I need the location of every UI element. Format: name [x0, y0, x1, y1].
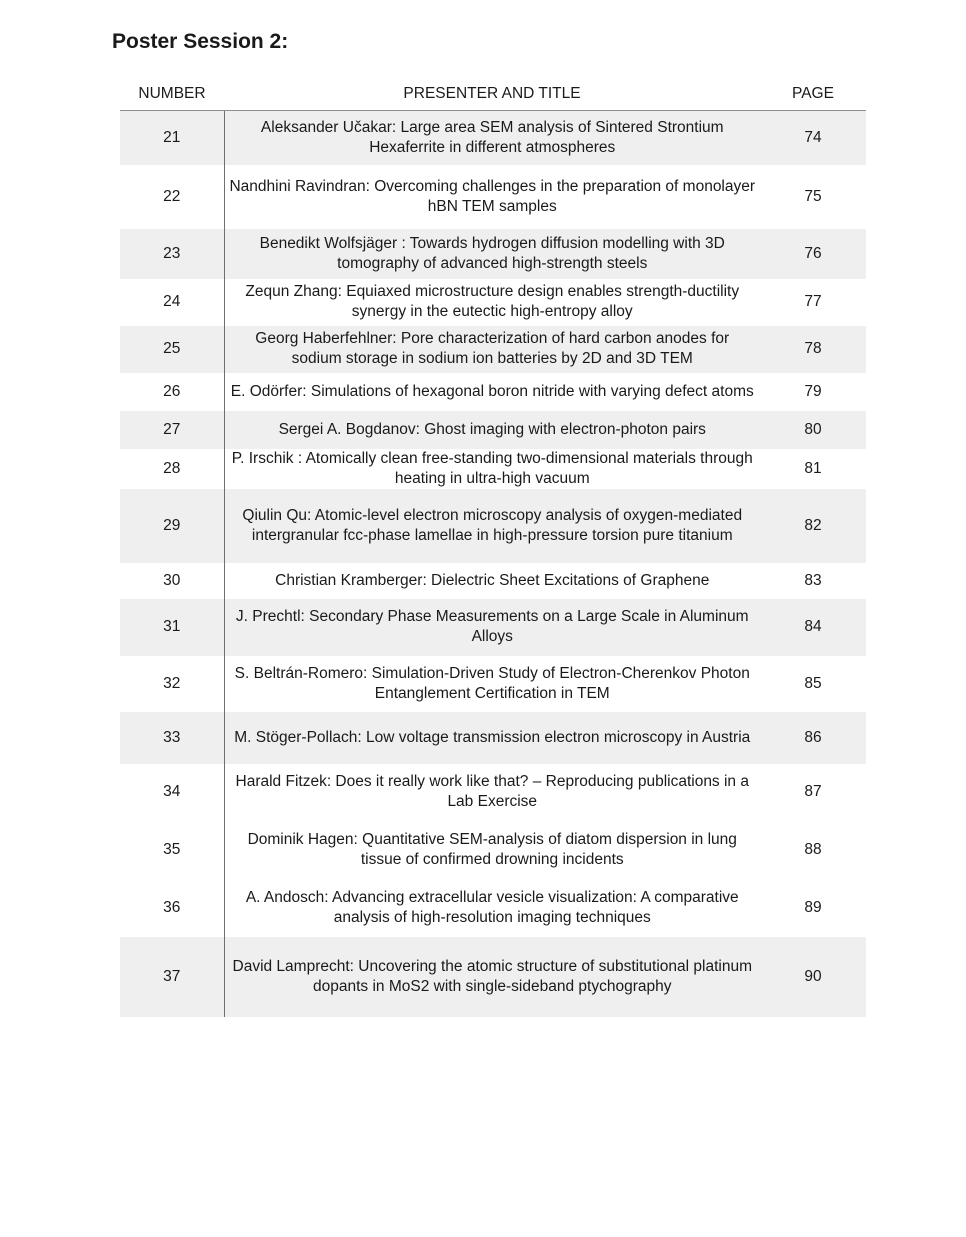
table-row: [120, 656, 866, 712]
row-page: 85: [804, 674, 822, 692]
table-row: [120, 712, 866, 764]
table-row: [120, 599, 866, 656]
table-row: [120, 880, 866, 937]
row-page: 76: [760, 229, 866, 279]
row-page: 74: [760, 111, 866, 165]
row-page: 89: [804, 899, 822, 916]
row-page: 81: [804, 459, 822, 477]
row-presenter-title: Aleksander Učakar: Large area SEM analysis of Sintered Strontium Hexaferrite in different atmospheres: [224, 111, 760, 165]
row-number: 26: [163, 382, 181, 400]
page-title: Poster Session 2:: [112, 30, 289, 53]
row-page: 75: [804, 187, 822, 205]
row-page: 83: [804, 571, 822, 589]
header-number: NUMBER: [120, 78, 224, 111]
row-number: 25: [120, 326, 224, 373]
row-page: 80: [760, 411, 866, 449]
table-row: [120, 326, 866, 373]
table-row: [120, 411, 866, 449]
row-number: 28: [163, 459, 181, 477]
row-page: 78: [760, 326, 866, 373]
row-page: 77: [804, 293, 822, 310]
row-presenter-title: J. Prechtl: Secondary Phase Measurements on a Large Scale in Aluminum Alloys: [224, 599, 760, 656]
row-page: 88: [804, 840, 822, 858]
row-presenter-title: S. Beltrán-Romero: Simulation-Driven Study of Electron-Cherenkov Photon Entanglement Certification in TEM: [224, 656, 760, 712]
row-number: 34: [163, 782, 181, 800]
row-number: 21: [120, 111, 224, 165]
row-presenter-title: P. Irschik : Atomically clean free-standing two-dimensional materials through heating in ultra-high vacuum: [224, 449, 760, 489]
row-number: 31: [120, 599, 224, 656]
row-presenter-title: Qiulin Qu: Atomic-level electron microscopy analysis of oxygen-mediated intergranular fcc-phase lamellae in high-pressure torsion pure titanium: [224, 489, 760, 563]
table-row: [120, 165, 866, 229]
table-row: [120, 229, 866, 279]
table-row: [120, 489, 866, 563]
table-row: [120, 820, 866, 880]
table-row: [120, 111, 866, 165]
row-presenter-title: E. Odörfer: Simulations of hexagonal boron nitride with varying defect atoms: [224, 373, 760, 411]
poster-session-table: [120, 78, 866, 1017]
row-number: 37: [120, 937, 224, 1017]
table-header-row: [120, 78, 866, 111]
row-page: 79: [804, 382, 822, 400]
row-number: 32: [163, 674, 181, 692]
row-presenter-title: Zequn Zhang: Equiaxed microstructure design enables strength-ductility synergy in the eutectic high-entropy alloy: [224, 279, 760, 326]
row-number: 22: [163, 187, 181, 205]
row-number: 35: [163, 840, 181, 858]
row-presenter-title: Sergei A. Bogdanov: Ghost imaging with electron-photon pairs: [224, 411, 760, 449]
row-number: 30: [163, 571, 181, 589]
row-number: 27: [120, 411, 224, 449]
table-row: [120, 563, 866, 599]
table-row: [120, 279, 866, 326]
row-number: 33: [120, 712, 224, 764]
row-page: 82: [760, 489, 866, 563]
row-number: 24: [163, 293, 181, 310]
row-presenter-title: Benedikt Wolfsjäger : Towards hydrogen diffusion modelling with 3D tomography of advanced high-strength steels: [224, 229, 760, 279]
table-row: [120, 937, 866, 1017]
table-body: [120, 111, 866, 1017]
table-row: [120, 764, 866, 820]
row-page: 90: [760, 937, 866, 1017]
row-number: 23: [120, 229, 224, 279]
row-presenter-title: Georg Haberfehlner: Pore characterization of hard carbon anodes for sodium storage in sodium ion batteries by 2D and 3D TEM: [224, 326, 760, 373]
row-presenter-title: Christian Kramberger: Dielectric Sheet Excitations of Graphene: [224, 563, 760, 599]
row-presenter-title: Nandhini Ravindran: Overcoming challenges in the preparation of monolayer hBN TEM samples: [224, 165, 760, 229]
header-presenter-title: PRESENTER AND TITLE: [224, 78, 760, 111]
header-page: PAGE: [760, 78, 866, 111]
row-presenter-title: David Lamprecht: Uncovering the atomic structure of substitutional platinum dopants in MoS2 with single-sideband ptychography: [224, 937, 760, 1017]
row-page: 86: [760, 712, 866, 764]
row-presenter-title: A. Andosch: Advancing extracellular vesicle visualization: A comparative analysis of high-resolution imaging techniques: [224, 880, 760, 937]
row-number: 29: [120, 489, 224, 563]
table-row: [120, 449, 866, 489]
row-presenter-title: Harald Fitzek: Does it really work like that? – Reproducing publications in a Lab Exercise: [224, 764, 760, 820]
row-presenter-title: Dominik Hagen: Quantitative SEM-analysis of diatom dispersion in lung tissue of confirmed drowning incidents: [224, 820, 760, 880]
row-number: 36: [163, 899, 181, 916]
row-page: 84: [760, 599, 866, 656]
row-presenter-title: M. Stöger-Pollach: Low voltage transmission electron microscopy in Austria: [224, 712, 760, 764]
row-page: 87: [804, 782, 822, 800]
table-row: [120, 373, 866, 411]
